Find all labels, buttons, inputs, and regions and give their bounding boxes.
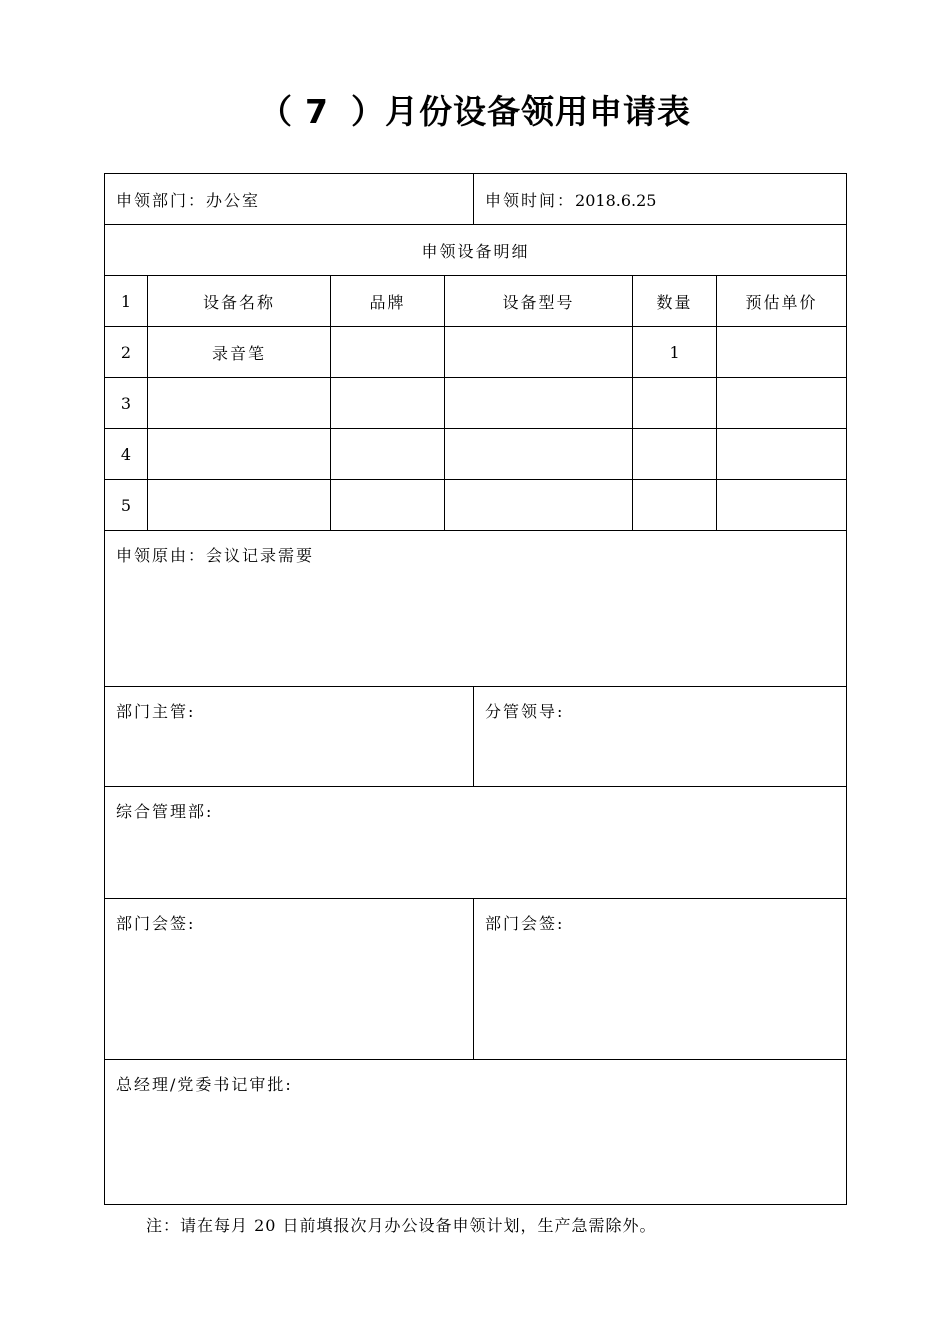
general-management-cell[interactable]: 综合管理部: [105,787,847,899]
table-row [105,480,847,531]
row-no: 5 [105,480,148,531]
row-model-cell[interactable] [445,480,633,531]
row-qty-cell[interactable] [633,429,717,480]
row-brand-cell[interactable] [331,327,445,378]
dept-countersign-cell-2[interactable]: 部门会签: [474,899,847,1060]
col-header-brand: 品牌 [331,276,445,327]
detail-title-row [105,225,847,276]
col-header-no: 1 [105,276,148,327]
row-model-cell[interactable] [445,327,633,378]
time-cell[interactable] [474,174,847,225]
row-price-cell[interactable] [717,429,847,480]
supervisor-row [105,687,847,787]
title-suffix: ）月份设备领用申请表 [350,92,691,131]
division-leader-cell[interactable]: 分管领导: [474,687,847,787]
row-qty-cell[interactable]: 1 [633,327,717,378]
table-row [105,327,847,378]
reason-cell[interactable] [105,531,847,687]
table-row [105,378,847,429]
row-name-cell[interactable] [148,480,331,531]
row-name-cell[interactable]: 录音笔 [148,327,331,378]
header-row [105,174,847,225]
gm-approval-cell[interactable]: 总经理/党委书记审批: [105,1060,847,1205]
dept-supervisor-cell[interactable]: 部门主管: [105,687,474,787]
requisition-form-table [104,173,847,1205]
table-row [105,429,847,480]
time-label: 申领时间： [485,190,576,210]
title-prefix: （ [259,92,294,131]
form-title [0,86,950,133]
title-month[interactable]: 7 [305,92,329,131]
detail-title: 申领设备明细 [105,225,847,276]
column-header-row [105,276,847,327]
row-qty-cell[interactable] [633,480,717,531]
row-price-cell[interactable] [717,480,847,531]
row-price-cell[interactable] [717,327,847,378]
reason-value: 会议记录需要 [206,546,315,565]
general-management-row [105,787,847,899]
row-qty-cell[interactable] [633,378,717,429]
row-no: 2 [105,327,148,378]
dept-cell[interactable] [105,174,474,225]
footnote: 注：请在每月 20 日前填报次月办公设备申领计划，生产急需除外。 [146,1216,657,1235]
row-no: 4 [105,429,148,480]
countersign-row [105,899,847,1060]
row-name-cell[interactable] [148,429,331,480]
col-header-name: 设备名称 [148,276,331,327]
col-header-qty: 数量 [633,276,717,327]
row-model-cell[interactable] [445,378,633,429]
dept-value: 办公室 [206,190,261,210]
reason-label: 申领原由： [116,546,207,565]
dept-label: 申领部门： [116,190,207,210]
dept-countersign-cell-1[interactable]: 部门会签: [105,899,474,1060]
row-brand-cell[interactable] [331,378,445,429]
row-no: 3 [105,378,148,429]
row-price-cell[interactable] [717,378,847,429]
row-brand-cell[interactable] [331,480,445,531]
reason-row [105,531,847,687]
col-header-model: 设备型号 [445,276,633,327]
row-model-cell[interactable] [445,429,633,480]
gm-approval-row [105,1060,847,1205]
col-header-price: 预估单价 [717,276,847,327]
row-name-cell[interactable] [148,378,331,429]
time-value: 2018.6.25 [575,190,657,210]
row-brand-cell[interactable] [331,429,445,480]
